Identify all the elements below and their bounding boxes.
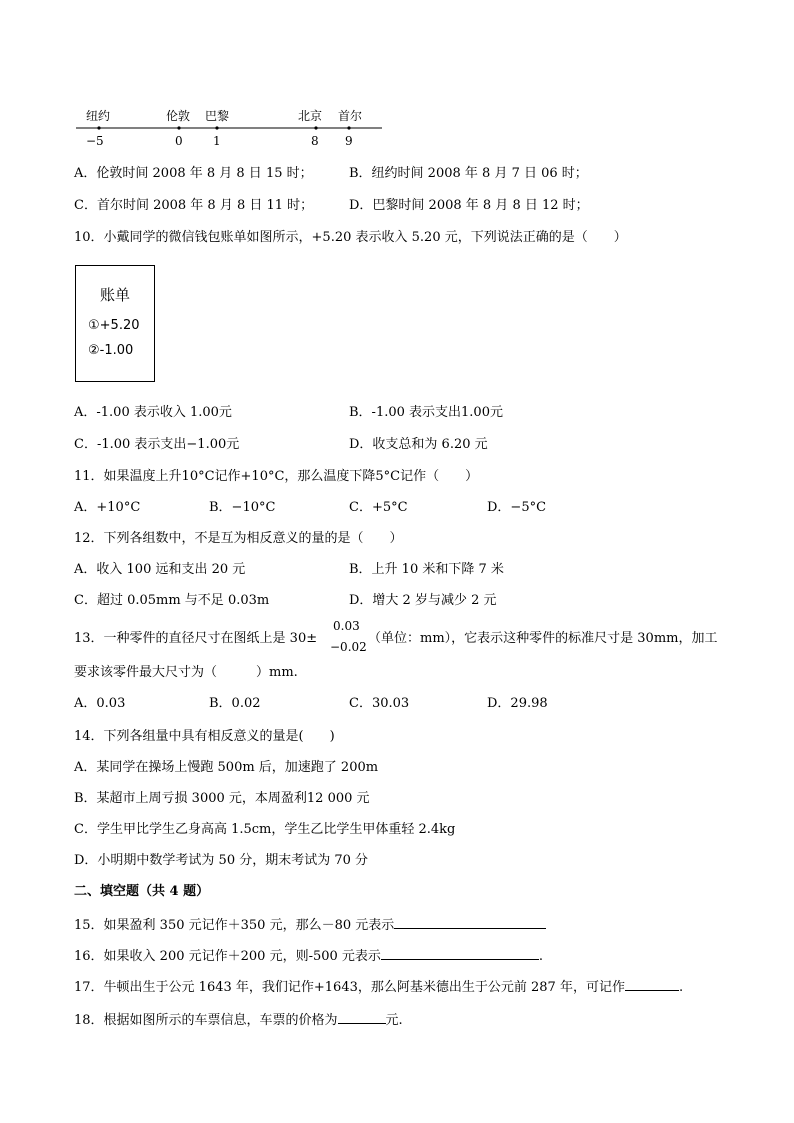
number-line-figure — [76, 104, 386, 150]
q12-option-c: C．超过 0.05mm 与不足 0.03m — [74, 593, 270, 608]
value-label: 8 — [311, 134, 319, 148]
q11-option-a: A．+10°C — [74, 500, 141, 515]
q16-answer-blank[interactable] — [381, 947, 539, 960]
q18-answer-blank[interactable] — [338, 1011, 386, 1024]
value-label: 9 — [345, 134, 353, 148]
bill-title: 账单 — [99, 286, 130, 304]
q13-option-a: A．0.03 — [74, 696, 126, 711]
q12-stem: 12．下列各组数中，不是互为相反意义的量的是（ ） — [74, 531, 403, 546]
q10-option-d: D．收支总和为 6.20 元 — [349, 437, 488, 452]
q9-option-c: C．首尔时间 2008 年 8 月 8 日 11 时； — [74, 198, 314, 213]
axis-point — [314, 126, 317, 129]
q13-stem-post: （单位：mm），它表示这种零件的标准尺寸是 30mm，加工 — [368, 631, 718, 646]
q17-line — [74, 978, 683, 996]
q10-option-c: C．-1.00 表示支出−1.00元 — [74, 437, 240, 452]
city-label: 纽约 — [86, 109, 111, 123]
q18-end: 元. — [385, 1013, 403, 1028]
q13-option-d: D．29.98 — [487, 696, 548, 711]
value-label: 1 — [213, 134, 221, 148]
q10-stem: 10．小戴同学的微信钱包账单如图所示，+5.20 表示收入 5.20 元，下列说法正确的是（ ） — [74, 230, 627, 245]
q12-option-a: A．收入 100 远和支出 20 元 — [74, 562, 246, 577]
q10-option-a: A．-1.00 表示收入 1.00元 — [74, 405, 232, 420]
q14-stem: 14．下列各组量中具有相反意义的量是( ) — [74, 729, 335, 744]
q13-upper-tolerance: 0.03 — [333, 619, 360, 633]
q13-stem-line2: 要求该零件最大尺寸为（ ）mm. — [74, 665, 298, 680]
q11-option-d: D．−5°C — [487, 500, 547, 515]
q15-line — [74, 916, 546, 934]
q13-lower-tolerance: −0.02 — [330, 640, 367, 654]
q16-text: 16．如果收入 200 元记作＋200 元，则-500 元表示 — [74, 949, 381, 964]
q9-option-d: D．巴黎时间 2008 年 8 月 8 日 12 时； — [349, 198, 589, 213]
bill-item: ②-1.00 — [88, 343, 134, 358]
q18-line — [74, 1011, 403, 1029]
q9-option-b: B．纽约时间 2008 年 8 月 7 日 06 时； — [349, 166, 588, 181]
q11-option-c: C．+5°C — [349, 500, 408, 515]
axis-point — [215, 126, 218, 129]
q11-option-b: B．−10°C — [209, 500, 276, 515]
q14-option-a: A．某同学在操场上慢跑 500m 后，加速跑了 200m — [74, 760, 379, 775]
q17-answer-blank[interactable] — [625, 978, 679, 991]
bill-box — [75, 265, 155, 382]
section-heading: 二、填空题（共 4 题） — [74, 884, 210, 899]
q11-stem: 11．如果温度上升10°C记作+10°C，那么温度下降5°C记作（ ） — [74, 469, 479, 484]
axis-point — [97, 126, 100, 129]
q14-option-d: D．小明期中数学考试为 50 分，期末考试为 70 分 — [74, 853, 369, 868]
axis-point — [177, 126, 180, 129]
value-label: 0 — [175, 134, 183, 148]
bill-item: ①+5.20 — [88, 318, 140, 333]
city-label: 北京 — [298, 109, 323, 123]
q12-option-b: B．上升 10 米和下降 7 米 — [349, 562, 504, 577]
q13-option-b: B．0.02 — [209, 696, 261, 711]
city-label: 巴黎 — [205, 109, 230, 123]
axis-point — [347, 126, 350, 129]
q12-option-d: D．增大 2 岁与减少 2 元 — [349, 593, 497, 608]
q10-option-b: B．-1.00 表示支出1.00元 — [349, 405, 503, 420]
city-label: 伦敦 — [166, 109, 191, 123]
q16-line — [74, 947, 543, 965]
q9-option-a: A．伦敦时间 2008 年 8 月 8 日 15 时； — [74, 166, 313, 181]
q14-option-c: C．学生甲比学生乙身高高 1.5cm，学生乙比学生甲体重轻 2.4kg — [74, 822, 456, 837]
value-label: −5 — [86, 134, 104, 148]
q18-text: 18．根据如图所示的车票信息，车票的价格为 — [74, 1013, 338, 1028]
q13-option-c: C．30.03 — [349, 696, 410, 711]
city-label: 首尔 — [338, 109, 363, 123]
q17-end: . — [678, 980, 684, 995]
q17-text: 17．牛顿出生于公元 1643 年，我们记作+1643，那么阿基米德出生于公元前 287 年，可记作 — [74, 980, 625, 995]
q15-answer-blank[interactable] — [394, 916, 546, 929]
q16-end: . — [538, 949, 544, 964]
q14-option-b: B．某超市上周亏损 3000 元，本周盈利12 000 元 — [74, 791, 370, 806]
q15-text: 15．如果盈利 350 元记作＋350 元，那么－80 元表示 — [74, 918, 395, 933]
q13-stem-pre: 13．一种零件的直径尺寸在图纸上是 30± — [74, 631, 318, 646]
